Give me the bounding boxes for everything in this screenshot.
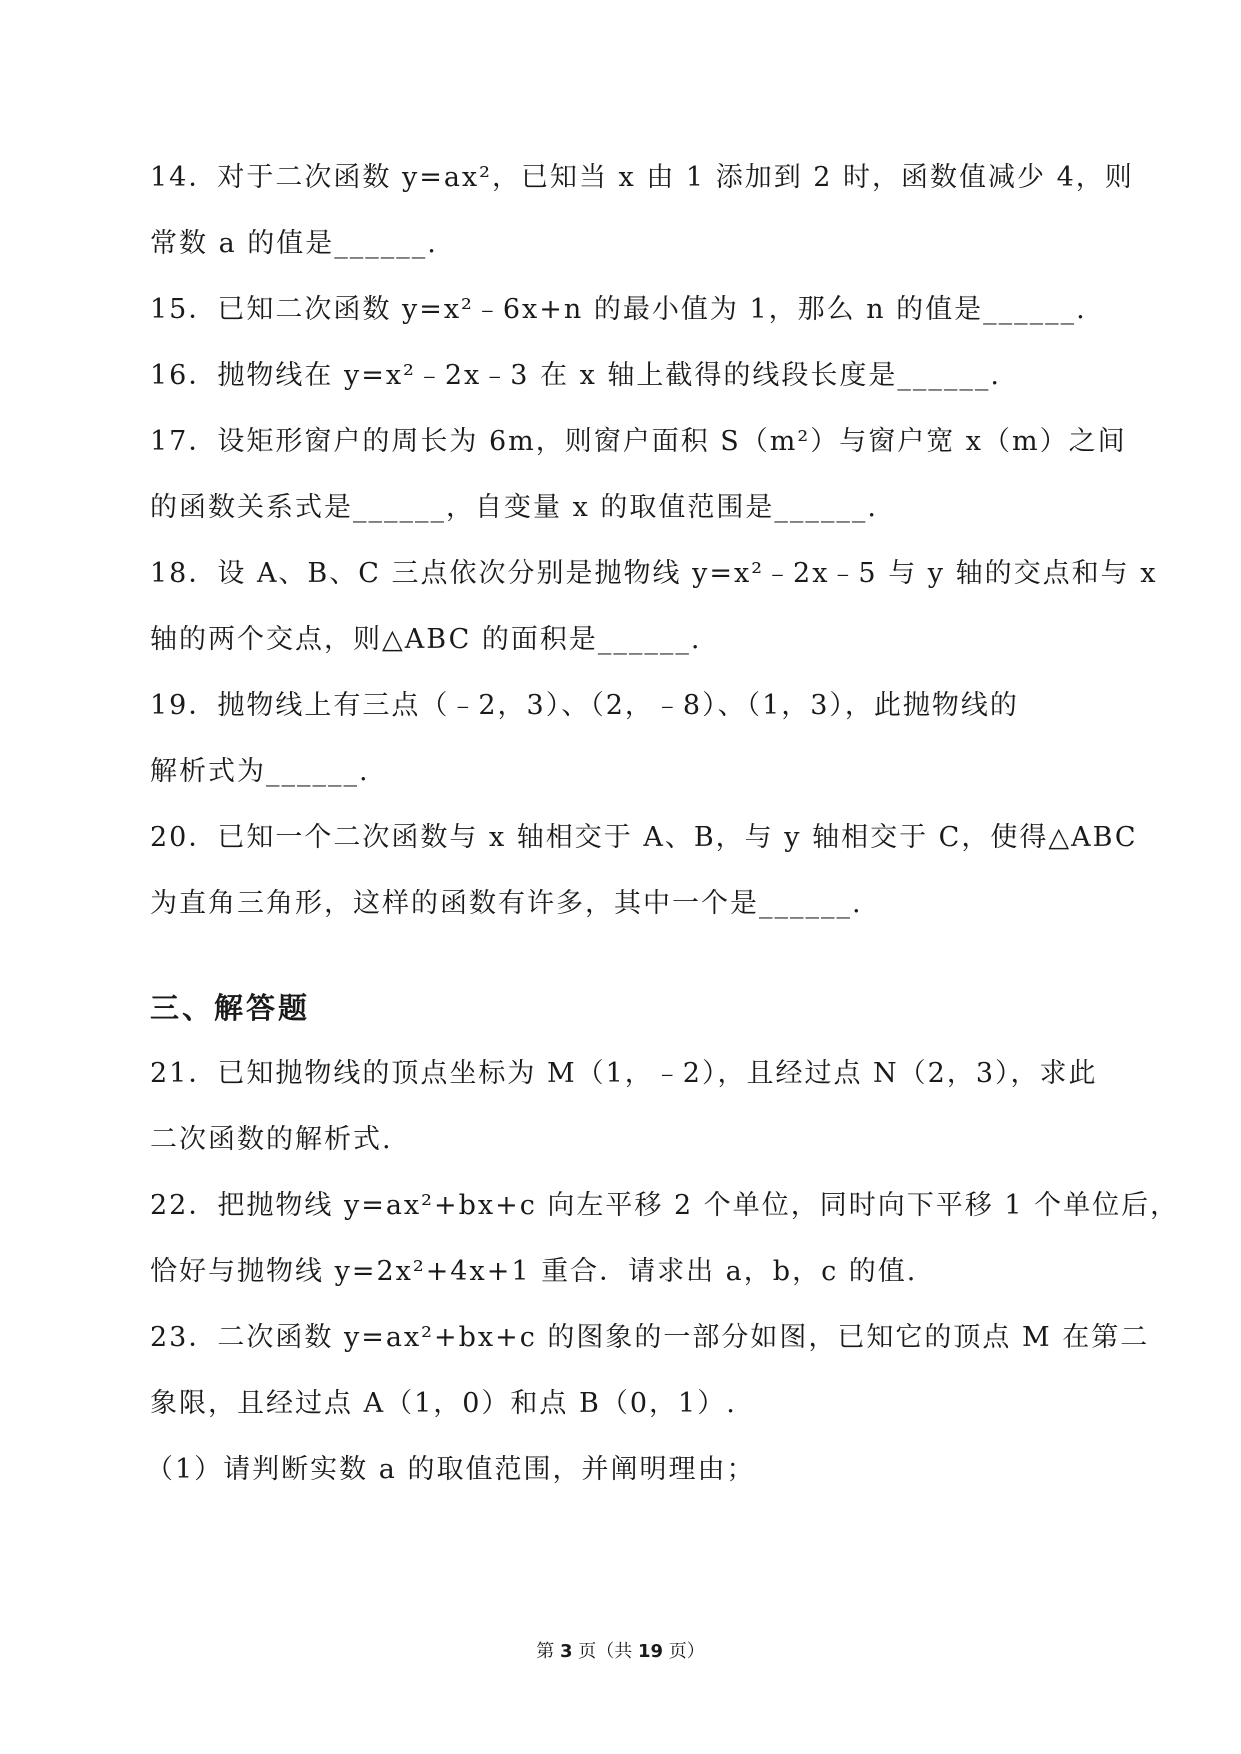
question-17-line-1: 17．设矩形窗户的周长为 6m，则窗户面积 S（m²）与窗户宽 x（m）之间 bbox=[150, 426, 1127, 457]
question-23-part-1: （1）请判断实数 a 的取值范围，并阐明理由； bbox=[146, 1454, 756, 1485]
question-21-line-2: 二次函数的解析式. bbox=[150, 1124, 393, 1155]
section-title: 三、解答题 bbox=[150, 991, 311, 1025]
question-17-line-2: 的函数关系式是______，自变量 x 的取值范围是______. bbox=[150, 492, 878, 523]
question-23-line-2: 象限，且经过点 A（1，0）和点 B（0，1）. bbox=[150, 1388, 737, 1419]
footer-middle: 页（共 bbox=[578, 1641, 633, 1662]
question-20-line-1: 20．已知一个二次函数与 x 轴相交于 A、B，与 y 轴相交于 C，使得△ABC bbox=[150, 822, 1138, 853]
question-23-line-1: 23．二次函数 y=ax²+bx+c 的图象的一部分如图，已知它的顶点 M 在第二 bbox=[150, 1322, 1150, 1353]
question-20-line-2: 为直角三角形，这样的函数有许多，其中一个是______. bbox=[150, 888, 863, 919]
question-21-line-1: 21．已知抛物线的顶点坐标为 M（1，﹣2），且经过点 N（2，3），求此 bbox=[150, 1058, 1098, 1089]
page-footer bbox=[0, 1640, 1241, 1664]
question-14-line-1: 14．对于二次函数 y=ax²，已知当 x 由 1 添加到 2 时，函数值减少 4，则 bbox=[150, 162, 1134, 193]
footer-page-number: 3 bbox=[559, 1641, 573, 1662]
question-18-line-2: 轴的两个交点，则△ABC 的面积是______. bbox=[150, 624, 702, 655]
question-14-line-2: 常数 a 的值是______. bbox=[150, 228, 438, 259]
question-18-line-1: 18．设 A、B、C 三点依次分别是抛物线 y=x²﹣2x﹣5 与 y 轴的交点和与 x bbox=[150, 558, 1158, 589]
question-15-line-1: 15．已知二次函数 y=x²﹣6x+n 的最小值为 1，那么 n 的值是______. bbox=[150, 294, 1087, 325]
question-19-line-1: 19．抛物线上有三点（﹣2，3）、（2，﹣8）、（1，3），此抛物线的 bbox=[150, 690, 1019, 721]
footer-prefix: 第 bbox=[536, 1641, 555, 1662]
question-22-line-1: 22．把抛物线 y=ax²+bx+c 向左平移 2 个单位，同时向下平移 1 个单位后， bbox=[150, 1190, 1180, 1221]
footer-total-pages: 19 bbox=[637, 1641, 664, 1662]
question-19-line-2: 解析式为______. bbox=[150, 756, 370, 787]
question-22-line-2: 恰好与抛物线 y=2x²+4x+1 重合．请求出 a，b，c 的值. bbox=[150, 1256, 918, 1287]
footer-suffix: 页） bbox=[668, 1641, 705, 1662]
question-16-line-1: 16．抛物线在 y=x²﹣2x﹣3 在 x 轴上截得的线段长度是______. bbox=[150, 360, 1002, 391]
